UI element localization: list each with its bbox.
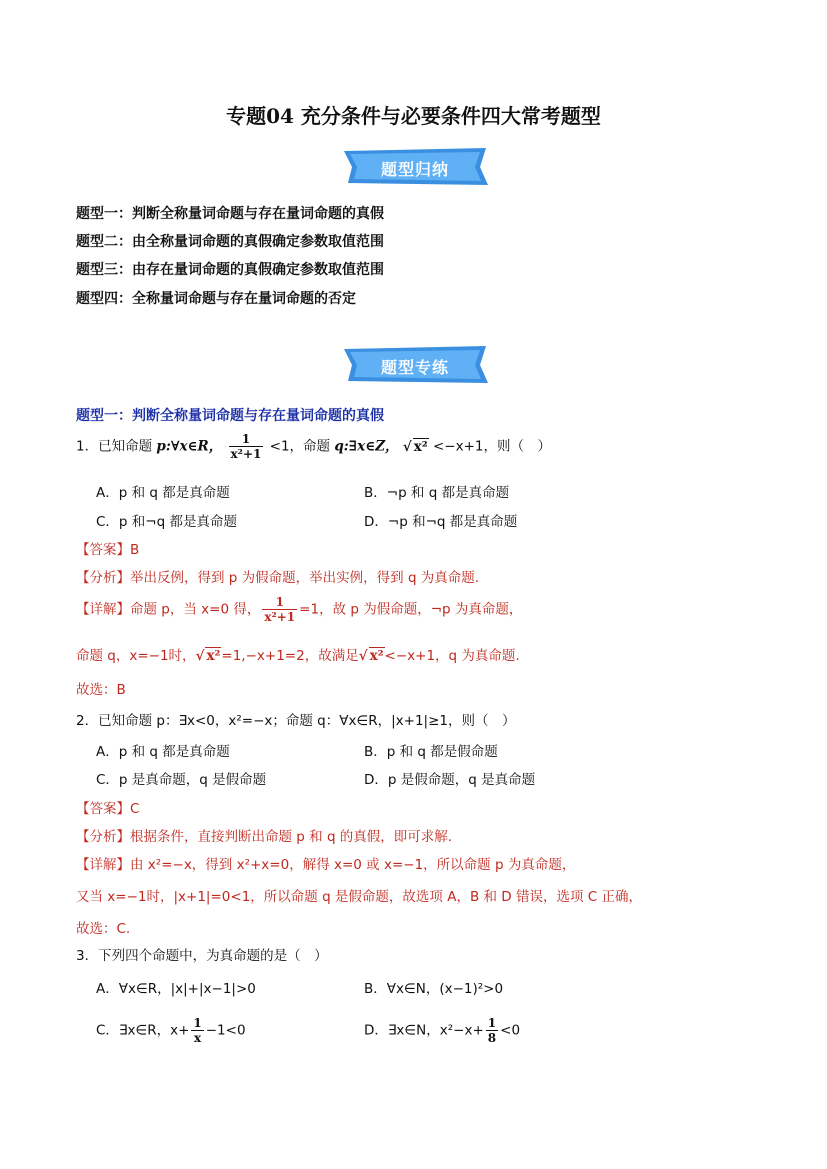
section-banner-summary bbox=[340, 148, 490, 186]
q1-detail-line2: 命题 q，x=−1时，√ x²=1,−x+1=2，故满足√ x²<−x+1，q 为真命题. bbox=[76, 648, 520, 664]
q3-option-c: C．∃x∈R，x+ $\frac{1}{x}$ −1<0 bbox=[96, 1016, 246, 1045]
banner-label: 题型归纳 bbox=[380, 160, 449, 179]
q1-fraction: $\frac{1}{\text{x²+1}}$ bbox=[230, 432, 262, 461]
q1-analysis: 【分析】举出反例，得到 p 为假命题，举出实例，得到 q 为真命题. bbox=[76, 570, 480, 586]
q1-option-c: C．p 和¬q 都是真命题 bbox=[96, 514, 237, 530]
toc-item-1: 题型一：判断全称量词命题与存在量词命题的真假 bbox=[76, 206, 384, 222]
q2-detail-line1: 【详解】由 x²=−x，得到 x²+x=0，解得 x=0 或 x=−1，所以命题 p 为真命题， bbox=[76, 857, 576, 873]
q1-tail: <−x+1，则（ ） bbox=[432, 438, 551, 455]
q2-option-b: B．p 和 q 都是假命题 bbox=[364, 744, 498, 760]
banner-label: 题型专练 bbox=[380, 358, 449, 377]
q1-prop-q: q:∃x∈Z， bbox=[334, 438, 399, 455]
q2-option-d: D．p 是假命题，q 是真命题 bbox=[364, 772, 536, 788]
question-1-stem: 1．已知命题 p:∀x∈R， $\frac{1}{\text{x²+1}}$ <1，命题 q:∃x∈Z， √ x² <−x+1，则（ ） bbox=[76, 432, 551, 461]
q2-conclusion: 故选：C. bbox=[76, 921, 131, 937]
q1-conclusion: 故选：B bbox=[76, 682, 126, 698]
q3-c-fraction: $\frac{1}{x}$ bbox=[193, 1016, 202, 1045]
question-2-stem: 2．已知命题 p：∃x<0，x²=−x；命题 q：∀x∈R，|x+1|≥1，则（ ） bbox=[76, 713, 516, 729]
section-banner-practice bbox=[340, 346, 490, 384]
q1-text: <1，命题 bbox=[269, 438, 331, 455]
section-heading: 题型一：判断全称量词命题与存在量词命题的真假 bbox=[76, 408, 384, 424]
q3-option-b: B．∀x∈N，(x−1)²>0 bbox=[364, 981, 504, 997]
q1-option-a: A．p 和 q 都是真命题 bbox=[96, 485, 230, 501]
q3-d-fraction: $\frac{1}{8}$ bbox=[487, 1016, 497, 1045]
q3-option-d: D．∃x∈N，x²−x+ $\frac{1}{8}$ <0 bbox=[364, 1016, 521, 1045]
q1-option-b: B．¬p 和 q 都是真命题 bbox=[364, 485, 510, 501]
q1-detail-fraction: $\frac{1}{\text{x²+1}}$ bbox=[264, 595, 296, 624]
toc-item-2: 题型二：由全称量词命题的真假确定参数取值范围 bbox=[76, 234, 384, 250]
q1-option-d: D．¬p 和¬q 都是真命题 bbox=[364, 514, 518, 530]
q2-answer: 【答案】C bbox=[76, 801, 140, 817]
toc-item-4: 题型四：全称量词命题与存在量词命题的否定 bbox=[76, 291, 356, 307]
q2-option-a: A．p 和 q 都是真命题 bbox=[96, 744, 230, 760]
q1-sqrt: x² bbox=[413, 438, 428, 455]
page-title: 专题04 充分条件与必要条件四大常考题型 bbox=[226, 104, 601, 128]
q2-option-c: C．p 是真命题，q 是假命题 bbox=[96, 772, 267, 788]
toc-item-3: 题型三：由存在量词命题的真假确定参数取值范围 bbox=[76, 262, 384, 278]
q1-prop-p: p:∀x∈R， bbox=[156, 438, 223, 455]
question-3-stem: 3．下列四个命题中，为真命题的是（ ） bbox=[76, 948, 328, 964]
q3-option-a: A．∀x∈R，|x|+|x−1|>0 bbox=[96, 981, 256, 997]
q2-analysis: 【分析】根据条件，直接判断出命题 p 和 q 的真假，即可求解. bbox=[76, 829, 453, 845]
q1-detail-line1: 【详解】命题 p，当 x=0 得， $\frac{1}{\text{x²+1}}$ =1，故 p 为假命题，¬p 为真命题， bbox=[76, 595, 523, 624]
q1-answer: 【答案】B bbox=[76, 542, 140, 558]
q2-detail-line2: 又当 x=−1时，|x+1|=0<1，所以命题 q 是假命题，故选项 A，B 和 D 错误，选项 C 正确， bbox=[76, 889, 642, 905]
q1-prefix: 1．已知命题 bbox=[76, 438, 153, 455]
